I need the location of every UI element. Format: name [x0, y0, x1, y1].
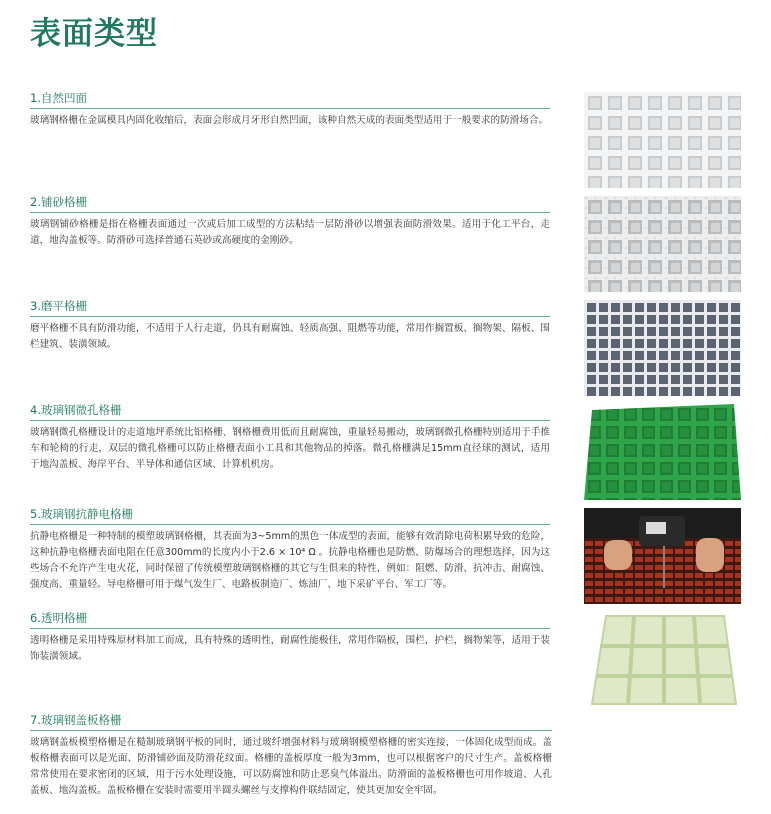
section-gritted [30, 194, 550, 249]
section-body: 抗静电格栅是一种特制的模塑玻璃钢格栅，其表面为3~5mm的黑色一体成型的表面，能够有效消除电荷积累导致的危险，这种抗静电格栅表面电阻在任意300mm的长度内小于2.6 × 10⁴ Ω 。抗静电格栅也是防燃、防爆场合的理想选择，因为这些场合不允许产生电火花，同时保留了传统模塑玻璃钢格栅的其它与生俱来的特性，例如：阻燃、防滑、抗冲击、耐腐蚀、强度高、重量轻。导电格栅可用于煤气发生厂、电路板制造厂、炼油厂、地下采矿平台、军工厂等。 [30, 531, 550, 590]
white-gritted-grating-photo [584, 196, 741, 292]
section-transparent [30, 610, 550, 665]
section-body: 玻璃钢格栅在金属模具内固化收缩后，表面会形成月牙形自然凹面，该种自然天成的表面类型适用于一般要求的防滑场合。 [30, 115, 549, 126]
section-body: 玻璃钢铺砂格栅是指在格栅表面通过一次或后加工成型的方法粘结一层防滑砂以增强表面防滑效果。适用于化工平台，走道，地沟盖板等。防滑砂可选择普通石英砂或高硬度的金刚砂。 [30, 219, 550, 246]
transparent-grating-photo [584, 612, 741, 708]
section-body: 透明格栅是采用特殊原材料加工而成，具有特殊的透明性，耐腐性能极佳，常用作隔板，围栏，护栏，搁物架等，适用于装饰装潢领域。 [30, 635, 550, 662]
page-title: 表面类型 [30, 16, 158, 52]
section-heading: 3.磨平格栅 [30, 298, 550, 317]
section-mini-mesh [30, 402, 550, 473]
section-body: 玻璃钢盖板模塑格栅是在糙制玻璃钢平板的同时，通过玻纤增强材料与玻璃钢模塑格栅的密实连接，一体固化成型而成。盖板格栅表面可以是光面、防滑铺砂面及防滑花纹面。格栅的盖板厚度一般为3mm，也可以根据客户的尺寸生产。盖板格栅常常使用在要求密闭的区域，用于污水处理设施，可以防腐蚀和防止恶臭气体溢出。防滑面的盖板格栅也可用作坡道、人孔盖板、地沟盖板。盖板格栅在安装时需要用半圆头螺丝与支撑构件联结固定，使其更加安全牢固。 [30, 737, 552, 796]
section-heading: 5.玻璃钢抗静电格栅 [30, 506, 550, 525]
section-anti-static [30, 506, 550, 593]
section-heading: 2.铺砂格栅 [30, 194, 550, 213]
section-body: 磨平格栅不具有防滑功能，不适用于人行走道，仍具有耐腐蚀、轻质高强、阻燃等功能，常用作搁置板、搁物架、隔板、围栏建筑、装潢领域。 [30, 323, 550, 350]
section-flat [30, 298, 550, 353]
section-heading: 4.玻璃钢微孔格栅 [30, 402, 550, 421]
section-covered [30, 712, 552, 799]
section-natural-concave [30, 90, 550, 129]
green-mini-mesh-grating-photo [584, 404, 741, 500]
anti-static-grating-test-photo [584, 508, 741, 604]
section-heading: 1.自然凹面 [30, 90, 550, 109]
section-heading: 7.玻璃钢盖板格栅 [30, 712, 552, 731]
white-grey-flat-grating-photo [584, 300, 741, 396]
white-concave-grating-photo [584, 92, 741, 188]
section-heading: 6.透明格栅 [30, 610, 550, 629]
section-body: 玻璃钢微孔格栅设计的走道地坪系统比铝格栅、钢格栅费用低而且耐腐蚀，重量轻易搬动，玻璃钢微孔格栅特别适用于手推车和轮椅的行走，双层的微孔格栅可以防止格栅表面小工具和其他物品的掉落。微孔格栅满足15mm直径球的测试，适用于地沟盖板、海岸平台、半导体和通信区域、计算机机房。 [30, 427, 550, 470]
